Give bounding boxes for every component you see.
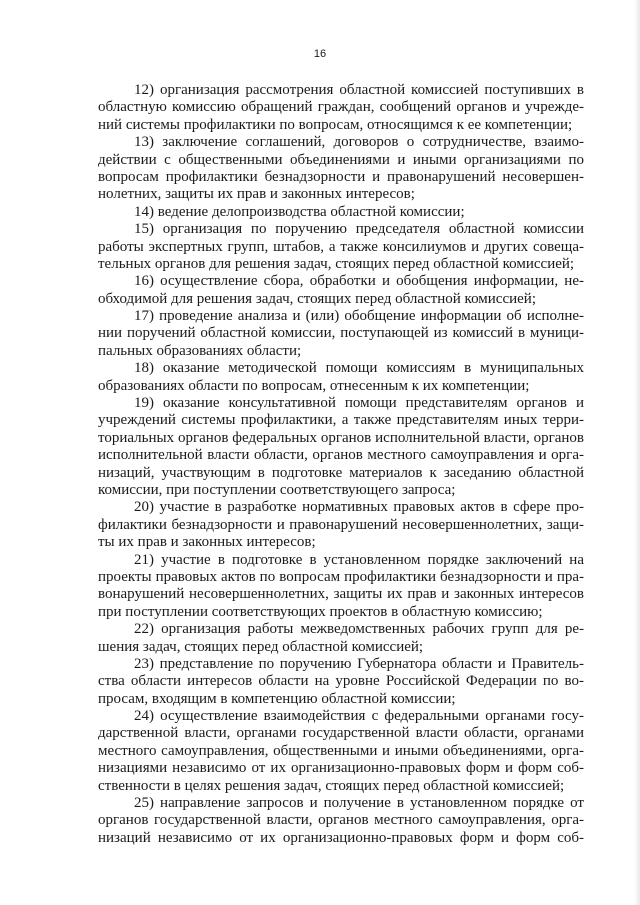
- text-line: 18) оказание методической помощи комиссиям в муниципальных: [134, 360, 584, 377]
- document-body: [98, 82, 584, 847]
- text-line: 23) представление по поручению Губернатора области и Правитель-: [134, 655, 584, 672]
- text-line: 12) организация рассмотрения областной комиссией поступивших в: [134, 82, 584, 98]
- text-line: нии поручений областной комиссии, поступающей из комиссий в муници-: [98, 325, 584, 342]
- text-line: 16) осуществление сбора, обработки и обобщения информации, не-: [134, 273, 584, 290]
- text-line: пальных образованиях области;: [98, 342, 302, 359]
- text-line: 17) проведение анализа и (или) обобщение информации об исполне-: [134, 308, 584, 325]
- text-line: тельных органов для решения задач, стоящих перед областной комиссией;: [98, 255, 575, 272]
- scan-edge-shadow: [634, 0, 640, 905]
- text-line: 21) участие в подготовке в установленном порядке заключений на: [134, 551, 584, 568]
- text-line: ний системы профилактики по вопросам, относящимся к ее компетенции;: [98, 116, 573, 133]
- text-line: просам, входящим в компетенцию областной комиссии;: [98, 690, 456, 707]
- text-line: филактики безнадзорности и правонарушений несовершеннолетних, защи-: [98, 516, 584, 533]
- text-line: проекты правовых актов по вопросам профилактики безнадзорности и пра-: [98, 568, 584, 585]
- text-line: 25) направление запросов и получение в установленном порядке от: [134, 795, 584, 812]
- text-line: нолетних, защиты их прав и законных интересов;: [98, 186, 415, 203]
- text-line: 24) осуществление взаимодействия с федеральными органами госу-: [134, 708, 584, 725]
- text-line: низаций независимо от их организационно-правовых форм и форм соб-: [98, 829, 584, 846]
- text-line: низаций, участвующим в подготовке материалов к заседанию областной: [98, 464, 584, 481]
- text-line: 20) участие в разработке нормативных правовых актов в сфере про-: [134, 499, 584, 516]
- text-line: 22) организация работы межведомственных рабочих групп для ре-: [134, 621, 584, 638]
- text-line: 13) заключение соглашений, договоров о сотрудничестве, взаимо-: [134, 134, 584, 151]
- text-line: ты их прав и законных интересов;: [98, 534, 316, 551]
- text-line: 19) оказание консультативной помощи представителям органов и: [134, 395, 584, 412]
- text-line: 15) организация по поручению председателя областной комиссии: [134, 221, 584, 238]
- page-number: 16: [313, 48, 327, 60]
- text-line: областную комиссию обращений граждан, сообщений органов и учрежде-: [98, 99, 584, 116]
- text-line: вонарушений несовершеннолетних, защиты их прав и законных интересов: [98, 586, 584, 603]
- text-line: работы экспертных групп, штабов, а также консилиумов и других совеща-: [98, 238, 584, 255]
- text-line: вопросам профилактики безнадзорности и правонарушений несовершен-: [98, 168, 584, 185]
- text-line: 14) ведение делопроизводства областной комиссии;: [134, 203, 465, 220]
- text-line: местного самоуправления, общественными и иными объединениями, орга-: [98, 742, 584, 759]
- text-line: ториальных органов федеральных органов исполнительной власти, органов: [98, 429, 584, 446]
- text-line: учреждений системы профилактики, а также представителям иных терри-: [98, 412, 584, 429]
- text-line: при поступлении соответствующих проектов в областную комиссию;: [98, 603, 543, 620]
- text-line: комиссии, при поступлении соответствующего запроса;: [98, 481, 456, 498]
- text-line: ственности в целях решения задач, стоящих перед областной комиссией;: [98, 777, 565, 794]
- text-line: ства области интересов области на уровне Российской Федерации по во-: [98, 673, 584, 690]
- text-line: образованиях области по вопросам, отнесенным к их компетенции;: [98, 377, 530, 394]
- text-line: исполнительной власти области, органов местного самоуправления и орга-: [98, 447, 584, 464]
- text-line: органов государственной власти, органов местного самоуправления, орга-: [98, 812, 584, 829]
- text-line: действии с общественными объединениями и иными организациями по: [98, 151, 584, 168]
- text-line: обходимой для решения задач, стоящих перед областной комиссией;: [98, 290, 536, 307]
- text-line: шения задач, стоящих перед областной комиссией;: [98, 638, 424, 655]
- text-line: низациями независимо от их организационно-правовых форм и форм соб-: [98, 760, 584, 777]
- text-line: дарственной власти, органами государственной власти области, органами: [98, 725, 584, 742]
